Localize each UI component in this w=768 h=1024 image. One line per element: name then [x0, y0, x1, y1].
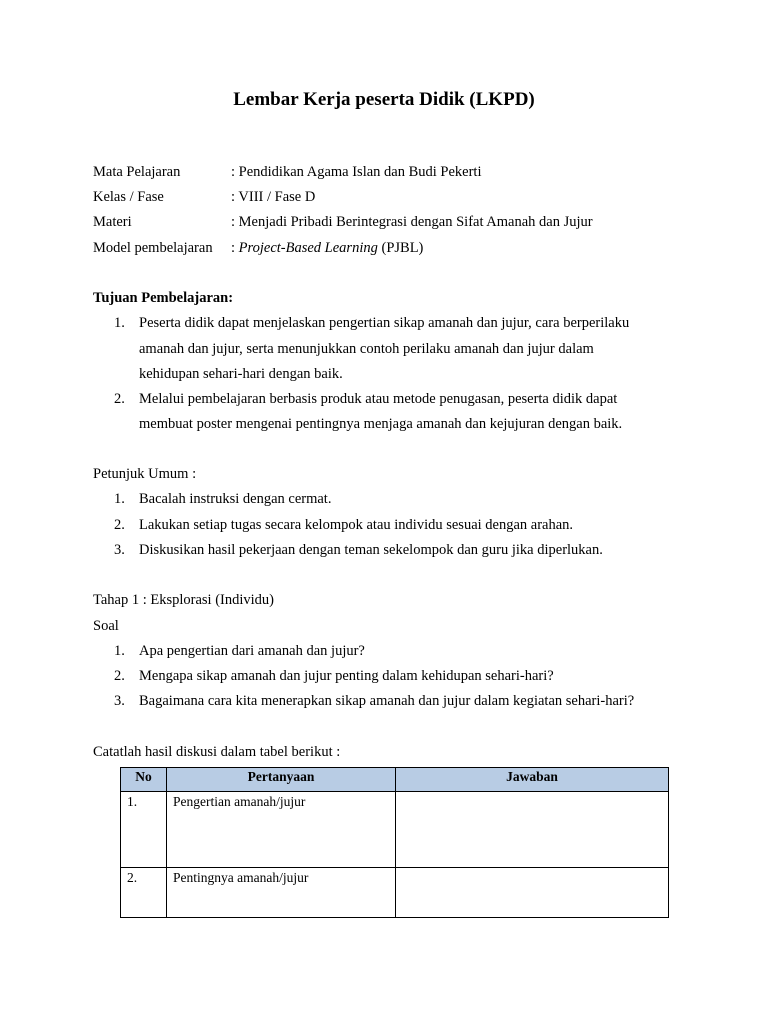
- tahap-heading: Tahap 1 : Eksplorasi (Individu): [93, 592, 275, 608]
- tujuan-heading: Tujuan Pembelajaran:: [93, 290, 234, 306]
- row-1-no: 1.: [121, 792, 167, 868]
- info-value-mata-pelajaran: : Pendidikan Agama Islan dan Budi Pekerti: [231, 164, 482, 180]
- document-title: Lembar Kerja peserta Didik (LKPD): [233, 89, 535, 110]
- row-2-no: 2.: [121, 868, 167, 918]
- info-value-model-italic: Project-Based Learning: [238, 240, 378, 256]
- tujuan-num-2: 2.: [114, 391, 125, 407]
- info-value-model-suffix: (PJBL): [377, 240, 424, 256]
- tujuan-item-2-line-1: Melalui pembelajaran berbasis produk atau metode penugasan, peserta didik dapat: [139, 391, 618, 407]
- info-value-kelas: : VIII / Fase D: [231, 189, 316, 205]
- tujuan-item-1-line-2: amanah dan jujur, serta menunjukkan contoh perilaku amanah dan jujur dalam: [139, 341, 594, 357]
- tujuan-num-1: 1.: [114, 315, 125, 331]
- tujuan-item-1-line-3: kehidupan sehari-hari dengan baik.: [139, 366, 343, 382]
- table-row: [121, 792, 669, 868]
- soal-num-1: 1.: [114, 643, 125, 659]
- soal-item-1: Apa pengertian dari amanah dan jujur?: [139, 643, 365, 659]
- table-header-row: [121, 768, 669, 792]
- petunjuk-heading: Petunjuk Umum :: [93, 466, 197, 482]
- tujuan-item-1-line-1: Peserta didik dapat menjelaskan pengertian sikap amanah dan jujur, cara berperilaku: [139, 315, 630, 331]
- info-label-model: Model pembelajaran: [93, 240, 213, 256]
- header-jawaban: Jawaban: [396, 768, 669, 792]
- info-value-materi: : Menjadi Pribadi Berintegrasi dengan Sifat Amanah dan Jujur: [231, 214, 593, 230]
- info-value-model-prefix: :: [231, 240, 239, 256]
- petunjuk-num-2: 2.: [114, 517, 125, 533]
- info-label-kelas: Kelas / Fase: [93, 189, 164, 205]
- petunjuk-num-3: 3.: [114, 542, 125, 558]
- header-no: No: [121, 768, 167, 792]
- discussion-table: [120, 767, 669, 918]
- table-intro: Catatlah hasil diskusi dalam tabel berikut :: [93, 744, 341, 760]
- row-1-pertanyaan: Pengertian amanah/jujur: [167, 792, 396, 868]
- soal-item-3: Bagaimana cara kita menerapkan sikap amanah dan jujur dalam kegiatan sehari-hari?: [139, 693, 635, 709]
- petunjuk-item-2: Lakukan setiap tugas secara kelompok atau individu sesuai dengan arahan.: [139, 517, 574, 533]
- soal-label: Soal: [93, 618, 119, 634]
- soal-num-3: 3.: [114, 693, 125, 709]
- petunjuk-item-3: Diskusikan hasil pekerjaan dengan teman sekelompok dan guru jika diperlukan.: [139, 542, 603, 558]
- row-2-jawaban-cell[interactable]: [396, 868, 669, 918]
- row-1-jawaban-cell[interactable]: [396, 792, 669, 868]
- tujuan-item-2-line-2: membuat poster mengenai pentingnya menjaga amanah dan kejujuran dengan baik.: [139, 416, 623, 432]
- petunjuk-item-1: Bacalah instruksi dengan cermat.: [139, 491, 332, 507]
- info-label-materi: Materi: [93, 214, 132, 230]
- header-pertanyaan: Pertanyaan: [167, 768, 396, 792]
- soal-item-2: Mengapa sikap amanah dan jujur penting dalam kehidupan sehari-hari?: [139, 668, 554, 684]
- info-label-mata-pelajaran: Mata Pelajaran: [93, 164, 181, 180]
- petunjuk-num-1: 1.: [114, 491, 125, 507]
- soal-num-2: 2.: [114, 668, 125, 684]
- table-row: [121, 868, 669, 918]
- row-2-pertanyaan: Pentingnya amanah/jujur: [167, 868, 396, 918]
- info-value-model: [231, 239, 423, 257]
